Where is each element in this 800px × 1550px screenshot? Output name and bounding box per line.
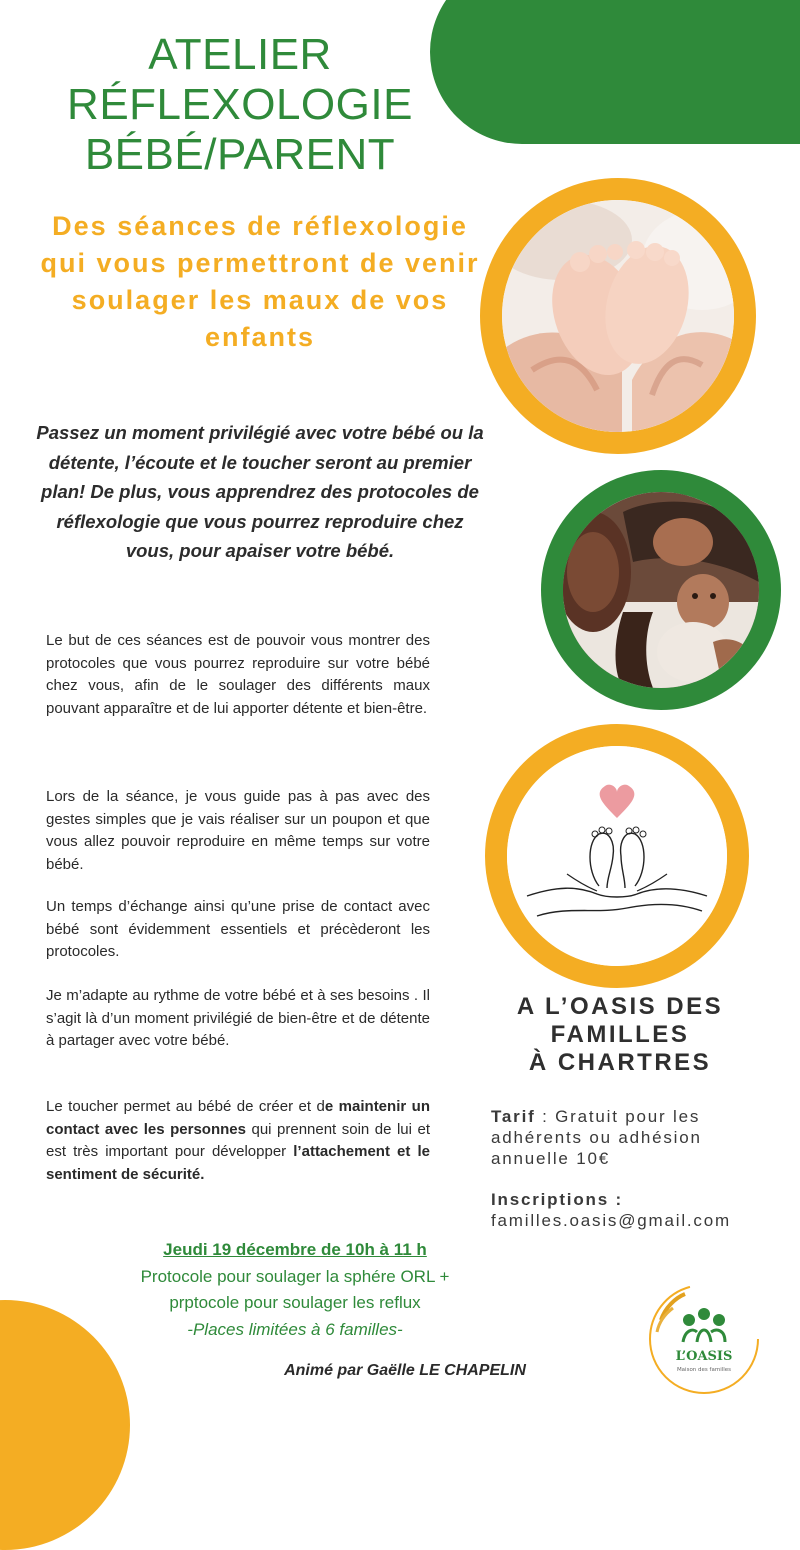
event-protocol-1: Protocole pour soulager la sphére ORL + — [140, 1266, 450, 1286]
tarif-info — [491, 1106, 781, 1169]
inscriptions-label: Inscriptions : — [491, 1190, 623, 1209]
oasis-logo — [645, 1280, 763, 1398]
baby-feet-image — [502, 200, 734, 432]
body-paragraph-5 — [46, 1096, 430, 1186]
body-paragraph-5-part-2: qui prennent soin de lui et est très important pour développer — [46, 1120, 430, 1160]
tarif-label: Tarif — [491, 1107, 536, 1126]
line-art-illustration — [485, 724, 749, 988]
location-line-2: FAMILLES — [550, 1021, 690, 1048]
logo-name: L’OASIS — [675, 1349, 733, 1364]
title-line-3: BÉBÉ/PARENT — [84, 130, 396, 179]
green-header-shape — [430, 0, 800, 144]
baby-feet-photo — [480, 178, 756, 454]
subtitle: Des séances de réflexologie qui vous permettront de venir soulager les maux de vos enfants — [40, 211, 480, 352]
body-paragraph-5-part-1: Le toucher permet au bébé de créer et d — [46, 1098, 325, 1115]
location-line-3: À CHARTRES — [528, 1049, 712, 1076]
event-protocol-2: prptocole pour soulager les reflux — [169, 1293, 421, 1312]
body-paragraph-1: Le but de ces séances est de pouvoir vous montrer des protocoles que vous pourrez reproduire sur votre bébé chez vous, afin de le soulager des différents maux pouvant apparaître et de lui apporter détente et bien-être. — [46, 632, 430, 717]
oasis-logo-image — [645, 1280, 763, 1398]
body-paragraph-2: Lors de la séance, je vous guide pas à pas avec des gestes simples que je vais réaliser sur un poupon et que vous allez pouvoir reproduire en même temps sur votre bébé. — [46, 788, 430, 873]
location-heading — [490, 993, 750, 1077]
feet-drawing-image — [507, 746, 727, 966]
event-details — [100, 1237, 490, 1343]
event-places: -Places limitées à 6 familles- — [187, 1319, 403, 1339]
body-paragraph-5-bold-2: l’attachement et le sentiment de sécurité. — [46, 1143, 430, 1183]
intro-paragraph: Passez un moment privilégié avec votre bébé ou la détente, l’écoute et le toucher seront au premier plan! De plus, vous apprendrez des protocoles de réflexologie que vous pourrez reproduire chez vous, pour apaiser votre bébé. — [36, 422, 484, 561]
body-paragraph-4: Je m’adapte au rythme de votre bébé et à ses besoins . Il s’agit là d’un moment privilégié de bien-être et de détente à partager avec votre bébé. — [46, 987, 430, 1049]
inscriptions-email[interactable]: familles.oasis@gmail.com — [491, 1211, 731, 1230]
location-line-1: A L’OASIS DES — [516, 993, 724, 1020]
page-title — [30, 30, 450, 180]
title-line-2: RÉFLEXOLOGIE — [67, 80, 413, 129]
tarif-text: : Gratuit pour les adhérents ou adhésion annuelle 10€ — [491, 1107, 702, 1168]
family-photo — [541, 470, 781, 710]
title-line-1: ATELIER — [148, 30, 332, 79]
inscriptions-info — [491, 1189, 791, 1231]
body-paragraph-5-bold-1: e maintenir un contact avec les personnes — [46, 1098, 430, 1138]
family-image — [563, 492, 759, 688]
body-paragraph-3: Un temps d’échange ainsi qu’une prise de contact avec bébé sont évidemment essentiels et précèderont les protocoles. — [46, 898, 430, 960]
logo-tagline: Maison des familles — [676, 1367, 732, 1373]
animator-credit: Animé par Gaëlle LE CHAPELIN — [284, 1362, 526, 1379]
event-date: Jeudi 19 décembre de 10h à 11 h — [163, 1240, 427, 1259]
